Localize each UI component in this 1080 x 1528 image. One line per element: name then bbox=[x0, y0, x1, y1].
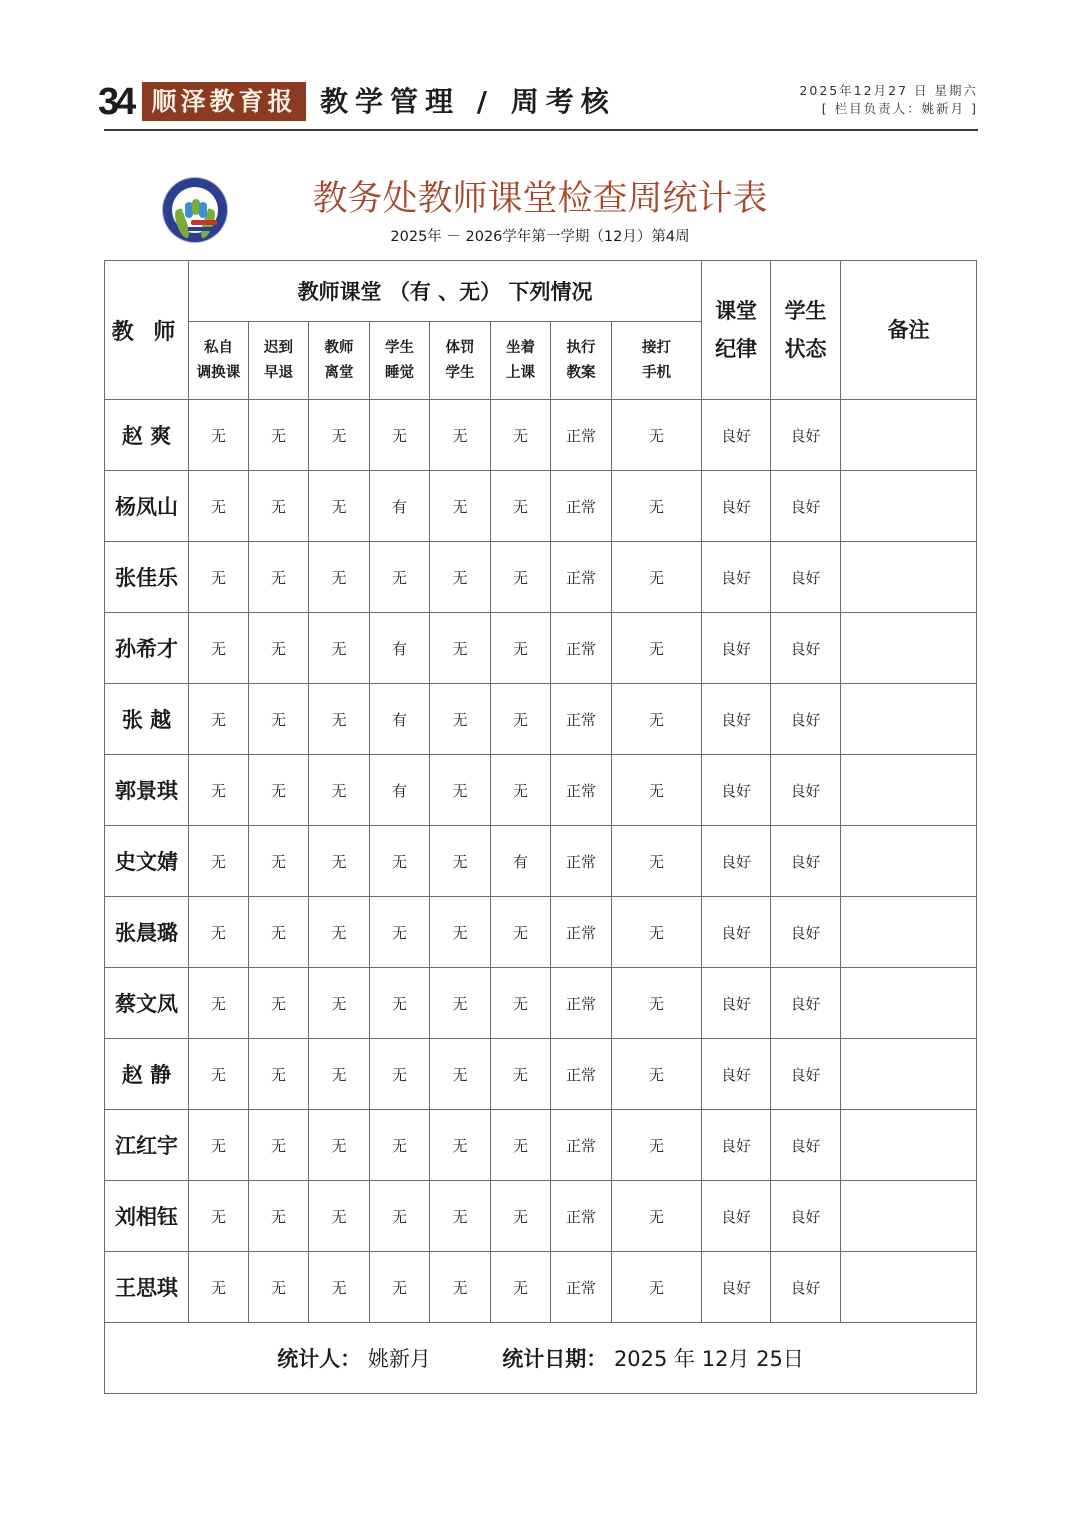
cell-c7: 正常 bbox=[551, 400, 612, 471]
cell-c6: 无 bbox=[491, 1252, 551, 1323]
table-row bbox=[105, 968, 977, 1039]
inspection-table bbox=[104, 260, 977, 1394]
cell-c6: 无 bbox=[491, 755, 551, 826]
cell-c6: 有 bbox=[491, 826, 551, 897]
cell-c2: 无 bbox=[249, 897, 309, 968]
table-row bbox=[105, 1110, 977, 1181]
cell-c4: 无 bbox=[370, 826, 430, 897]
cell-c2: 无 bbox=[249, 1110, 309, 1181]
cell-c4: 有 bbox=[370, 684, 430, 755]
teacher-name: 张 越 bbox=[105, 684, 189, 755]
cell-c7: 正常 bbox=[551, 1110, 612, 1181]
header-corporal-punishment: 体罚 学生 bbox=[430, 322, 491, 400]
cell-remarks bbox=[841, 1181, 977, 1252]
cell-c6: 无 bbox=[491, 400, 551, 471]
cell-remarks bbox=[841, 684, 977, 755]
teacher-name: 郭景琪 bbox=[105, 755, 189, 826]
cell-discipline: 良好 bbox=[702, 400, 771, 471]
cell-c4: 有 bbox=[370, 613, 430, 684]
stat-person-label: 统计人： bbox=[277, 1347, 362, 1371]
cell-c1: 无 bbox=[189, 400, 249, 471]
cell-c2: 无 bbox=[249, 968, 309, 1039]
cell-c6: 无 bbox=[491, 968, 551, 1039]
cell-c6: 无 bbox=[491, 542, 551, 613]
teacher-name: 江红宇 bbox=[105, 1110, 189, 1181]
cell-c2: 无 bbox=[249, 542, 309, 613]
table-row bbox=[105, 1181, 977, 1252]
cell-c8: 无 bbox=[612, 968, 702, 1039]
cell-c3: 无 bbox=[309, 471, 370, 542]
column-editor: [ 栏目负责人：姚新月 ] bbox=[821, 101, 978, 116]
cell-c1: 无 bbox=[189, 1181, 249, 1252]
cell-c2: 无 bbox=[249, 471, 309, 542]
header-swap-class: 私自 调换课 bbox=[189, 322, 249, 400]
cell-c7: 正常 bbox=[551, 755, 612, 826]
teacher-name: 蔡文凤 bbox=[105, 968, 189, 1039]
table-row bbox=[105, 1252, 977, 1323]
header-teacher: 教 师 bbox=[105, 261, 189, 400]
cell-c5: 无 bbox=[430, 542, 491, 613]
teacher-name: 赵 静 bbox=[105, 1039, 189, 1110]
teacher-name: 张晨璐 bbox=[105, 897, 189, 968]
header-seated-teaching: 坐着 上课 bbox=[491, 322, 551, 400]
header-teacher-absent: 教师 离堂 bbox=[309, 322, 370, 400]
cell-discipline: 良好 bbox=[702, 613, 771, 684]
cell-c1: 无 bbox=[189, 542, 249, 613]
cell-c4: 无 bbox=[370, 897, 430, 968]
cell-student-state: 良好 bbox=[771, 613, 841, 684]
table-row bbox=[105, 613, 977, 684]
issue-date: 2025年12月27 日 星期六 bbox=[799, 83, 978, 98]
header-student-state: 学生 状态 bbox=[771, 261, 841, 400]
newspaper-logo: 顺泽教育报 bbox=[142, 82, 306, 121]
cell-c4: 无 bbox=[370, 1110, 430, 1181]
cell-student-state: 良好 bbox=[771, 400, 841, 471]
cell-c4: 无 bbox=[370, 968, 430, 1039]
cell-c6: 无 bbox=[491, 897, 551, 968]
cell-discipline: 良好 bbox=[702, 897, 771, 968]
cell-student-state: 良好 bbox=[771, 1252, 841, 1323]
cell-c8: 无 bbox=[612, 684, 702, 755]
cell-c6: 无 bbox=[491, 684, 551, 755]
table-row bbox=[105, 471, 977, 542]
cell-remarks bbox=[841, 542, 977, 613]
cell-student-state: 良好 bbox=[771, 826, 841, 897]
teacher-name: 史文婧 bbox=[105, 826, 189, 897]
cell-discipline: 良好 bbox=[702, 542, 771, 613]
cell-c7: 正常 bbox=[551, 471, 612, 542]
cell-c6: 无 bbox=[491, 613, 551, 684]
cell-c4: 无 bbox=[370, 1252, 430, 1323]
cell-discipline: 良好 bbox=[702, 755, 771, 826]
cell-c2: 无 bbox=[249, 613, 309, 684]
cell-c5: 无 bbox=[430, 1039, 491, 1110]
cell-c2: 无 bbox=[249, 755, 309, 826]
cell-c8: 无 bbox=[612, 755, 702, 826]
cell-c2: 无 bbox=[249, 1252, 309, 1323]
cell-remarks bbox=[841, 1252, 977, 1323]
cell-remarks bbox=[841, 613, 977, 684]
cell-discipline: 良好 bbox=[702, 1181, 771, 1252]
cell-c3: 无 bbox=[309, 542, 370, 613]
cell-c7: 正常 bbox=[551, 1252, 612, 1323]
header-discipline: 课堂 纪律 bbox=[702, 261, 771, 400]
cell-remarks bbox=[841, 755, 977, 826]
cell-c3: 无 bbox=[309, 1252, 370, 1323]
cell-c4: 无 bbox=[370, 1039, 430, 1110]
cell-student-state: 良好 bbox=[771, 897, 841, 968]
table-row bbox=[105, 400, 977, 471]
cell-c5: 无 bbox=[430, 684, 491, 755]
cell-c2: 无 bbox=[249, 1181, 309, 1252]
cell-discipline: 良好 bbox=[702, 471, 771, 542]
cell-c5: 无 bbox=[430, 968, 491, 1039]
cell-c4: 有 bbox=[370, 755, 430, 826]
cell-remarks bbox=[841, 826, 977, 897]
cell-c5: 无 bbox=[430, 755, 491, 826]
teacher-name: 刘相钰 bbox=[105, 1181, 189, 1252]
cell-c3: 无 bbox=[309, 755, 370, 826]
cell-c4: 无 bbox=[370, 1181, 430, 1252]
cell-c3: 无 bbox=[309, 897, 370, 968]
cell-c8: 无 bbox=[612, 1110, 702, 1181]
table-footer bbox=[105, 1323, 977, 1394]
table-row bbox=[105, 684, 977, 755]
teacher-name: 杨凤山 bbox=[105, 471, 189, 542]
cell-c6: 无 bbox=[491, 1181, 551, 1252]
cell-c8: 无 bbox=[612, 613, 702, 684]
stat-date: 2025 年 12月 25日 bbox=[613, 1347, 804, 1371]
teacher-name: 赵 爽 bbox=[105, 400, 189, 471]
cell-c5: 无 bbox=[430, 897, 491, 968]
document-title: 教务处教师课堂检查周统计表 bbox=[312, 179, 768, 219]
cell-c1: 无 bbox=[189, 1039, 249, 1110]
cell-c4: 无 bbox=[370, 542, 430, 613]
cell-c8: 无 bbox=[612, 542, 702, 613]
cell-c2: 无 bbox=[249, 684, 309, 755]
cell-c7: 正常 bbox=[551, 968, 612, 1039]
cell-c2: 无 bbox=[249, 1039, 309, 1110]
header-late-leave: 迟到 早退 bbox=[249, 322, 309, 400]
cell-c3: 无 bbox=[309, 684, 370, 755]
section-title: 教学管理 / 周考核 bbox=[320, 85, 616, 118]
cell-c7: 正常 bbox=[551, 684, 612, 755]
cell-c6: 无 bbox=[491, 471, 551, 542]
cell-student-state: 良好 bbox=[771, 1039, 841, 1110]
masthead bbox=[98, 78, 978, 126]
teacher-name: 孙希才 bbox=[105, 613, 189, 684]
document-subtitle: 2025年 － 2026学年第一学期（12月）第4周 bbox=[390, 229, 690, 245]
cell-c8: 无 bbox=[612, 1181, 702, 1252]
cell-c5: 无 bbox=[430, 1252, 491, 1323]
cell-discipline: 良好 bbox=[702, 1039, 771, 1110]
cell-c7: 正常 bbox=[551, 1181, 612, 1252]
cell-c7: 正常 bbox=[551, 1039, 612, 1110]
page-number: 34 bbox=[98, 81, 133, 123]
cell-student-state: 良好 bbox=[771, 968, 841, 1039]
cell-c1: 无 bbox=[189, 755, 249, 826]
cell-c6: 无 bbox=[491, 1039, 551, 1110]
cell-c4: 有 bbox=[370, 471, 430, 542]
cell-c5: 无 bbox=[430, 826, 491, 897]
cell-discipline: 良好 bbox=[702, 1252, 771, 1323]
cell-discipline: 良好 bbox=[702, 1110, 771, 1181]
stat-person: 姚新月 bbox=[367, 1347, 431, 1371]
table-row bbox=[105, 897, 977, 968]
header-conditions-group: 教师课堂 （有 、无） 下列情况 bbox=[189, 261, 702, 322]
table-row bbox=[105, 826, 977, 897]
cell-c5: 无 bbox=[430, 613, 491, 684]
cell-c1: 无 bbox=[189, 471, 249, 542]
cell-remarks bbox=[841, 897, 977, 968]
cell-c3: 无 bbox=[309, 1039, 370, 1110]
cell-c8: 无 bbox=[612, 1252, 702, 1323]
cell-c6: 无 bbox=[491, 1110, 551, 1181]
cell-c3: 无 bbox=[309, 1110, 370, 1181]
teacher-name: 张佳乐 bbox=[105, 542, 189, 613]
cell-c3: 无 bbox=[309, 826, 370, 897]
cell-c1: 无 bbox=[189, 613, 249, 684]
cell-remarks bbox=[841, 968, 977, 1039]
cell-c7: 正常 bbox=[551, 613, 612, 684]
header-remarks: 备注 bbox=[841, 261, 977, 400]
cell-student-state: 良好 bbox=[771, 471, 841, 542]
table-row bbox=[105, 542, 977, 613]
cell-c3: 无 bbox=[309, 400, 370, 471]
cell-c1: 无 bbox=[189, 897, 249, 968]
cell-student-state: 良好 bbox=[771, 684, 841, 755]
cell-c1: 无 bbox=[189, 968, 249, 1039]
cell-student-state: 良好 bbox=[771, 755, 841, 826]
cell-c1: 无 bbox=[189, 1110, 249, 1181]
cell-c1: 无 bbox=[189, 826, 249, 897]
cell-c1: 无 bbox=[189, 1252, 249, 1323]
header-student-sleep: 学生 睡觉 bbox=[370, 322, 430, 400]
cell-c4: 无 bbox=[370, 400, 430, 471]
cell-c8: 无 bbox=[612, 826, 702, 897]
cell-remarks bbox=[841, 1039, 977, 1110]
cell-c8: 无 bbox=[612, 471, 702, 542]
cell-c5: 无 bbox=[430, 471, 491, 542]
cell-remarks bbox=[841, 471, 977, 542]
cell-discipline: 良好 bbox=[702, 684, 771, 755]
cell-c8: 无 bbox=[612, 400, 702, 471]
stat-date-label: 统计日期： bbox=[502, 1347, 608, 1371]
cell-student-state: 良好 bbox=[771, 1181, 841, 1252]
header-lesson-plan: 执行 教案 bbox=[551, 322, 612, 400]
cell-discipline: 良好 bbox=[702, 826, 771, 897]
teacher-name: 王思琪 bbox=[105, 1252, 189, 1323]
cell-student-state: 良好 bbox=[771, 1110, 841, 1181]
cell-discipline: 良好 bbox=[702, 968, 771, 1039]
cell-remarks bbox=[841, 400, 977, 471]
cell-remarks bbox=[841, 1110, 977, 1181]
cell-c8: 无 bbox=[612, 897, 702, 968]
cell-c2: 无 bbox=[249, 826, 309, 897]
cell-c5: 无 bbox=[430, 1110, 491, 1181]
cell-c3: 无 bbox=[309, 968, 370, 1039]
cell-student-state: 良好 bbox=[771, 542, 841, 613]
table-row bbox=[105, 1039, 977, 1110]
masthead-divider bbox=[104, 129, 978, 131]
cell-c1: 无 bbox=[189, 684, 249, 755]
cell-c3: 无 bbox=[309, 1181, 370, 1252]
cell-c7: 正常 bbox=[551, 897, 612, 968]
header-phone-use: 接打 手机 bbox=[612, 322, 702, 400]
cell-c2: 无 bbox=[249, 400, 309, 471]
cell-c8: 无 bbox=[612, 1039, 702, 1110]
cell-c7: 正常 bbox=[551, 826, 612, 897]
cell-c3: 无 bbox=[309, 613, 370, 684]
cell-c5: 无 bbox=[430, 1181, 491, 1252]
table-row bbox=[105, 755, 977, 826]
issue-meta bbox=[799, 82, 978, 118]
cell-c7: 正常 bbox=[551, 542, 612, 613]
cell-c5: 无 bbox=[430, 400, 491, 471]
